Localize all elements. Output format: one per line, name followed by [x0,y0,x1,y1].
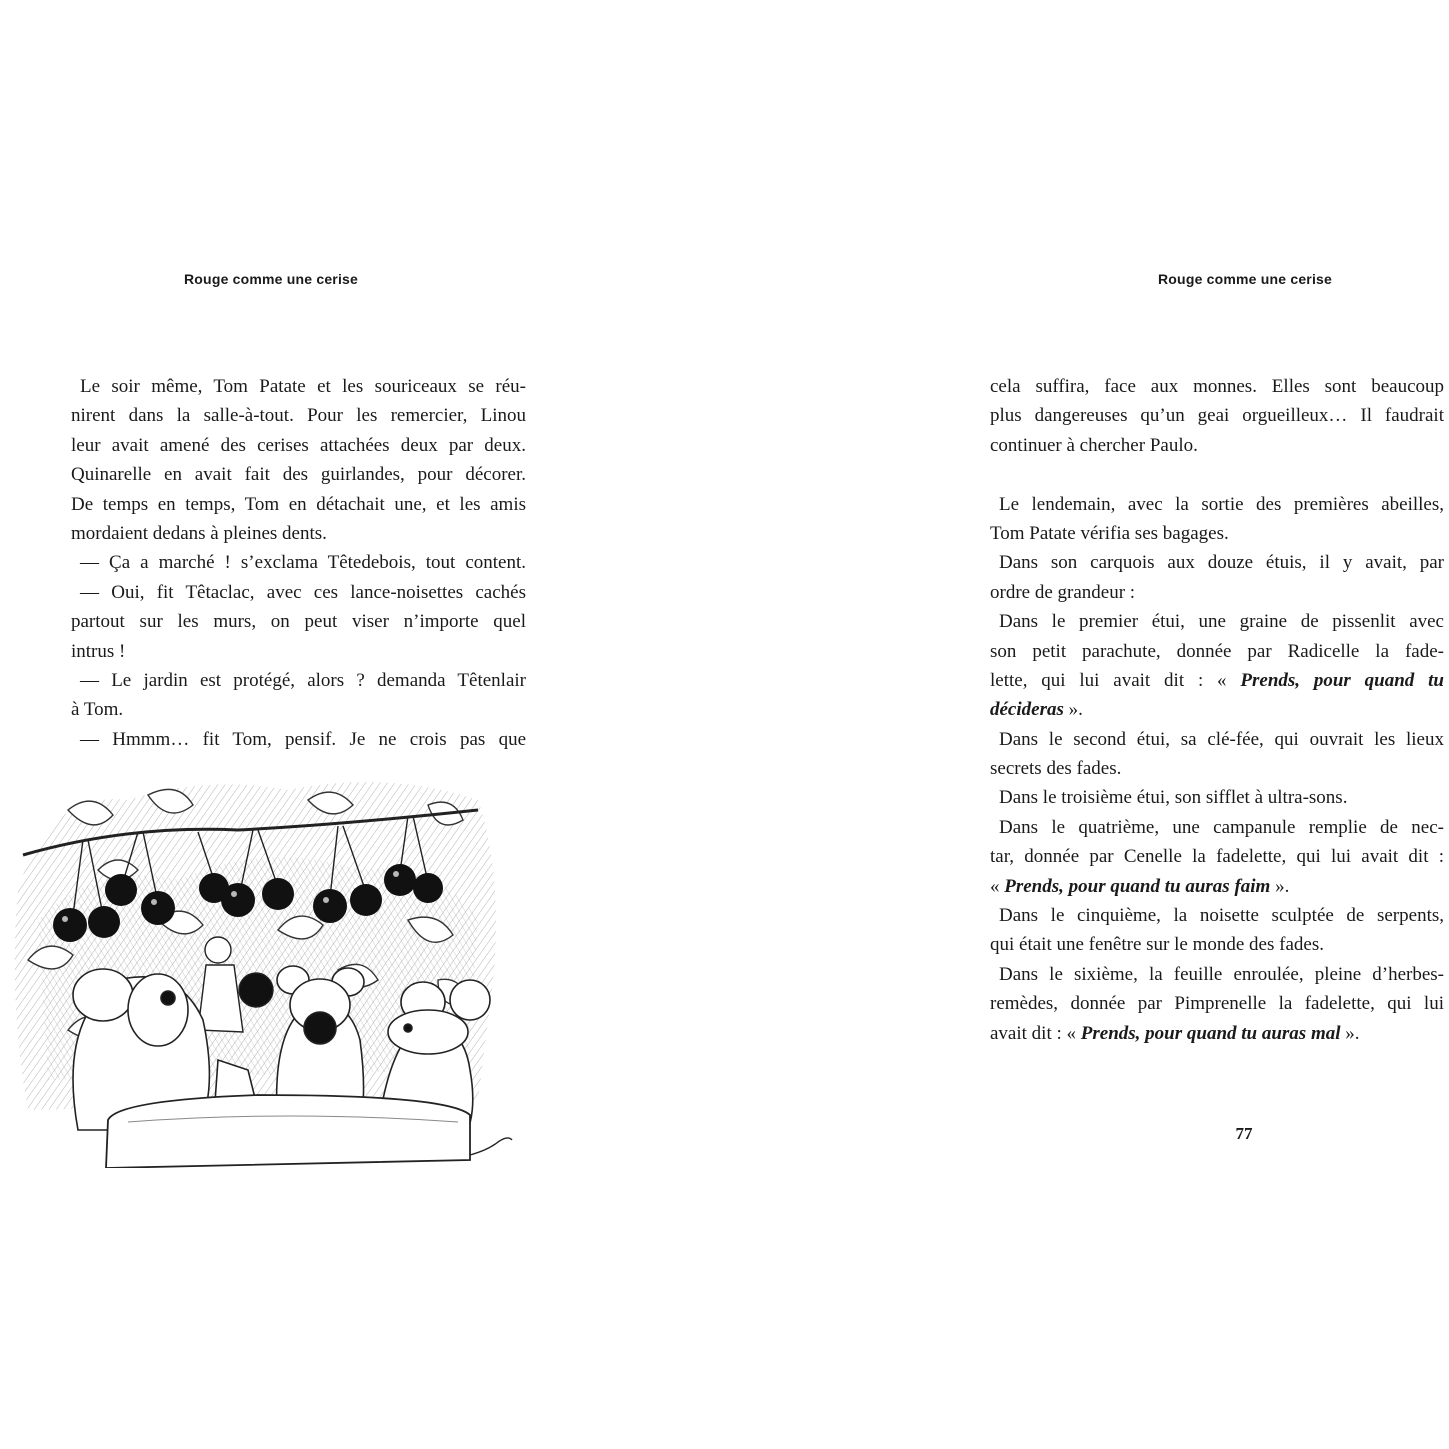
page-number: 77 [1235,1124,1253,1143]
emphasis-text: Prends, pour quand tu auras faim [1004,875,1271,897]
left-text-block [71,372,526,754]
text-line: De temps en temps, Tom en détachait une, et les amis [71,493,526,515]
text-line: son petit parachute, donnée par Radicelle la fade- [990,640,1444,662]
text-line: ordre de grandeur : [990,581,1136,603]
text-line: partout sur les murs, on peut viser n’importe quel [71,611,526,633]
text-line: secrets des fades. [990,758,1122,780]
text-span: avait dit : « [990,1022,1081,1044]
cherries-and-mice-illustration-icon [8,770,518,1168]
text-line [990,872,1444,901]
text-line: continuer à chercher Paulo. [990,434,1198,456]
text-line [990,695,1444,724]
blank-line [990,460,1444,489]
text-line: Le lendemain, avec la sortie des premières abeilles, [999,493,1444,515]
emphasis-text: Prends, pour quand tu auras mal [1080,1022,1341,1044]
text-line: qui était une fenêtre sur le monde des fades. [990,934,1324,956]
text-line: Tom Patate vérifia ses bagages. [990,522,1229,544]
text-line: intrus ! [71,640,126,662]
text-line: Quinarelle en avait fait des guirlandes, pour décorer. [71,464,526,486]
text-line: Dans le sixième, la feuille enroulée, pleine d’herbes- [999,963,1444,985]
text-span: ». [1340,1022,1360,1044]
text-line: Dans le cinquième, la noisette sculptée de serpents, [999,905,1444,927]
text-span: « [990,875,1005,897]
right-running-head: Rouge comme une cerise [1158,271,1333,287]
text-line [990,666,1444,695]
text-line: — Ça a marché ! s’exclama Têtedebois, tout content. [80,552,526,574]
text-line: leur avait amené des cerises attachées deux par deux. [71,434,526,456]
text-line: Dans le troisième étui, son sifflet à ultra-sons. [999,787,1348,809]
emphasis-text: Prends, pour quand tu [1240,669,1444,691]
right-text-block [990,372,1444,1048]
text-line: mordaient dedans à pleines dents. [71,522,327,544]
text-line: — Hmmm… fit Tom, pensif. Je ne crois pas que [80,728,526,750]
text-line: plus dangereuses qu’un geai orgueilleux… Il faudrait [990,405,1444,427]
text-line: à Tom. [71,699,124,721]
text-line: cela suffira, face aux monnes. Elles sont beaucoup [990,376,1444,397]
text-line: Le soir même, Tom Patate et les souriceaux se réu- [80,376,526,397]
text-span: ». [1270,875,1290,897]
text-span: lette, qui lui avait dit : « [990,669,1241,691]
text-line: Dans son carquois aux douze étuis, il y avait, par [999,552,1444,574]
text-line: remèdes, donnée par Pimprenelle la fadelette, qui lui [990,993,1444,1015]
left-running-head: Rouge comme une cerise [184,271,359,287]
text-line: Dans le second étui, sa clé-fée, qui ouvrait les lieux [999,728,1444,750]
text-line: — Oui, fit Têtaclac, avec ces lance-noisettes cachés [80,581,526,603]
text-line: tar, donnée par Cenelle la fadelette, qui lui avait dit : [990,846,1444,868]
text-line: — Le jardin est protégé, alors ? demanda Têtenlair [80,669,526,691]
text-line: nirent dans la salle-à-tout. Pour les remercier, Linou [71,405,526,427]
text-span: ». [1063,699,1083,721]
emphasis-text: décideras [990,699,1064,721]
text-line [990,1019,1444,1048]
text-line: Dans le quatrième, une campanule remplie de nec- [999,816,1444,838]
text-line: Dans le premier étui, une graine de pissenlit avec [999,611,1444,633]
